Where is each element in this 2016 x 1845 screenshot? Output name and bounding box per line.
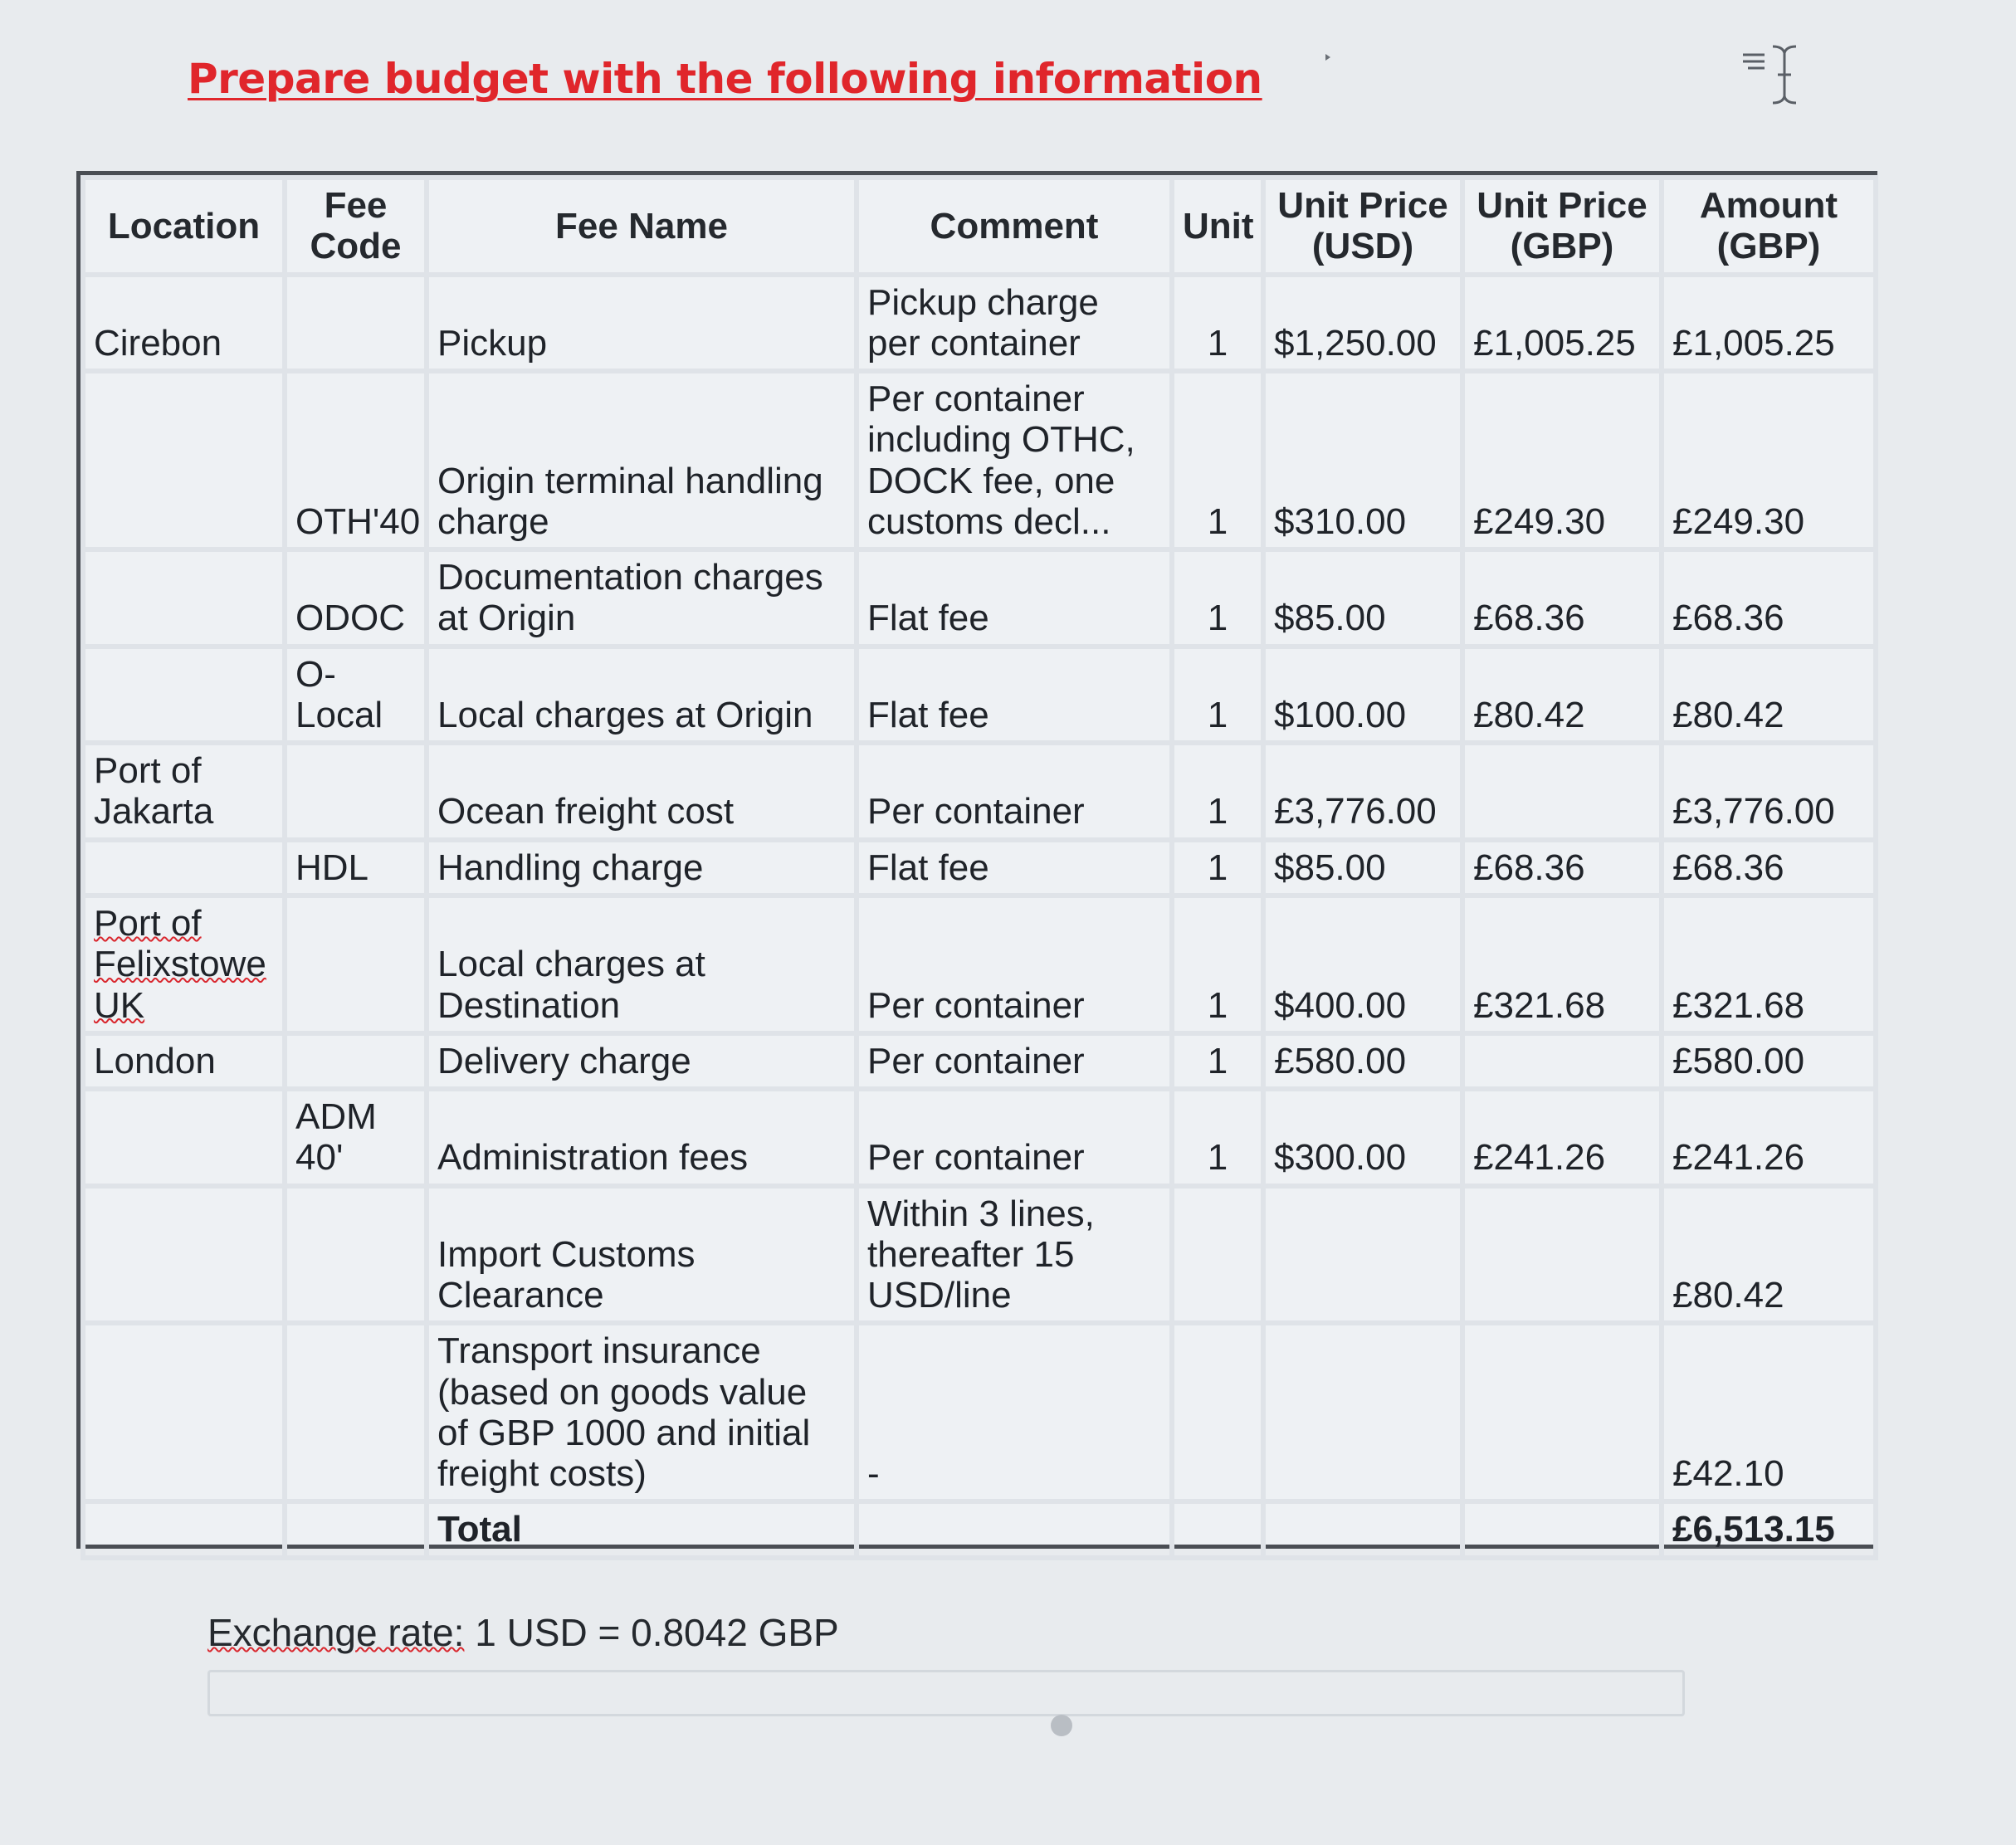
cell-unit-price-gbp: £249.30	[1462, 371, 1662, 549]
cell-location	[83, 1323, 285, 1501]
cell-fee-code: OTH'40	[285, 371, 427, 549]
header-unit: Unit	[1172, 178, 1263, 275]
cell-comment: Pickup charge per container	[857, 275, 1172, 372]
cell-location	[83, 549, 285, 647]
cell-unit-price-gbp: £68.36	[1462, 549, 1662, 647]
table-row	[83, 549, 1876, 647]
cell-comment: Flat fee	[857, 840, 1172, 896]
cell-unit-price-usd: £580.00	[1263, 1033, 1462, 1089]
cell-unit-price-usd: $1,250.00	[1263, 275, 1462, 372]
cell-unit-price-gbp	[1462, 743, 1662, 840]
cell-fee-code	[285, 896, 427, 1033]
table-row	[83, 743, 1876, 840]
cell-amount-gbp: £80.42	[1662, 647, 1876, 744]
cell-fee-code	[285, 1323, 427, 1501]
cell-fee-name: Origin terminal handling charge	[427, 371, 857, 549]
cell-amount-gbp: £68.36	[1662, 549, 1876, 647]
table-row	[83, 840, 1876, 896]
cell-location	[83, 1089, 285, 1186]
cell-location	[83, 1186, 285, 1324]
cell-fee-code	[285, 1501, 427, 1557]
cell-unit-price-usd	[1263, 1186, 1462, 1324]
cell-unit-price-usd: $310.00	[1263, 371, 1462, 549]
cell-fee-code: ODOC	[285, 549, 427, 647]
cell-comment: Per container including OTHC, DOCK fee, one customs decl...	[857, 371, 1172, 549]
dot-mark-icon	[1051, 1715, 1072, 1736]
cell-unit-price-gbp	[1462, 1186, 1662, 1324]
cell-fee-code: HDL	[285, 840, 427, 896]
cell-fee-code: ADM 40'	[285, 1089, 427, 1186]
cell-comment: Within 3 lines, thereafter 15 USD/line	[857, 1186, 1172, 1324]
header-fee-name: Fee Name	[427, 178, 857, 275]
table-row	[83, 647, 1876, 744]
cell-location	[83, 1501, 285, 1557]
cell-location: London	[83, 1033, 285, 1089]
cell-unit-price-usd: $85.00	[1263, 840, 1462, 896]
cell-amount-gbp: £3,776.00	[1662, 743, 1876, 840]
cell-fee-name-total: Total	[427, 1501, 857, 1557]
cell-comment: -	[857, 1323, 1172, 1501]
exchange-rate-note	[207, 1610, 839, 1655]
cell-fee-name: Delivery charge	[427, 1033, 857, 1089]
cell-amount-gbp: £42.10	[1662, 1323, 1876, 1501]
cell-unit-price-gbp	[1462, 1033, 1662, 1089]
table-header-row	[83, 178, 1876, 275]
cell-unit: 1	[1172, 840, 1263, 896]
cell-comment: Per container	[857, 743, 1172, 840]
cell-fee-name: Pickup	[427, 275, 857, 372]
cell-comment: Per container	[857, 1033, 1172, 1089]
cell-unit-price-usd: $300.00	[1263, 1089, 1462, 1186]
cell-unit	[1172, 1501, 1263, 1557]
header-location: Location	[83, 178, 285, 275]
exchange-rate-value: 1 USD = 0.8042 GBP	[475, 1611, 839, 1654]
cell-location: Port of Jakarta	[83, 743, 285, 840]
cell-fee-name: Documentation charges at Origin	[427, 549, 857, 647]
cell-unit: 1	[1172, 1089, 1263, 1186]
cell-unit-price-usd: $400.00	[1263, 896, 1462, 1033]
cell-fee-name: Import Customs Clearance	[427, 1186, 857, 1324]
text-cursor-icon	[1740, 41, 1806, 108]
cell-unit-price-gbp	[1462, 1501, 1662, 1557]
cell-comment: Per container	[857, 1089, 1172, 1186]
cell-unit-price-usd: $100.00	[1263, 647, 1462, 744]
cell-amount-gbp: £1,005.25	[1662, 275, 1876, 372]
table-row	[83, 275, 1876, 372]
cell-unit	[1172, 1186, 1263, 1324]
cell-amount-gbp: £68.36	[1662, 840, 1876, 896]
cell-amount-gbp: £321.68	[1662, 896, 1876, 1033]
cell-fee-code	[285, 1186, 427, 1324]
cell-amount-gbp: £80.42	[1662, 1186, 1876, 1324]
cell-fee-name: Local charges at Origin	[427, 647, 857, 744]
exchange-rate-label: Exchange rate:	[207, 1611, 465, 1654]
cell-unit: 1	[1172, 896, 1263, 1033]
cell-fee-code	[285, 743, 427, 840]
cell-fee-name: Ocean freight cost	[427, 743, 857, 840]
cell-location	[83, 371, 285, 549]
cell-unit: 1	[1172, 549, 1263, 647]
cell-fee-name: Handling charge	[427, 840, 857, 896]
page-title: Prepare budget with the following information	[188, 55, 1262, 103]
cell-unit-price-gbp: £241.26	[1462, 1089, 1662, 1186]
cell-fee-code	[285, 1033, 427, 1089]
cell-location-text: Port of Felixstowe UK	[94, 902, 266, 1026]
table-row-total	[83, 1501, 1876, 1557]
cell-unit-price-gbp: £80.42	[1462, 647, 1662, 744]
cell-amount-gbp: £249.30	[1662, 371, 1876, 549]
budget-table-container	[76, 171, 1877, 1549]
cell-fee-name: Transport insurance (based on goods value of GBP 1000 and initial freight costs)	[427, 1323, 857, 1501]
header-fee-code: Fee Code	[285, 178, 427, 275]
cell-unit-price-gbp: £68.36	[1462, 840, 1662, 896]
table-row	[83, 1089, 1876, 1186]
table-row	[83, 1033, 1876, 1089]
header-unit-price-gbp: Unit Price (GBP)	[1462, 178, 1662, 275]
cell-unit: 1	[1172, 1033, 1263, 1089]
cell-unit-price-gbp	[1462, 1323, 1662, 1501]
header-amount-gbp: Amount (GBP)	[1662, 178, 1876, 275]
cell-amount-gbp-total: £6,513.15	[1662, 1501, 1876, 1557]
cell-comment: Per container	[857, 896, 1172, 1033]
cell-amount-gbp: £241.26	[1662, 1089, 1876, 1186]
table-row	[83, 1323, 1876, 1501]
cell-location	[83, 840, 285, 896]
cell-fee-name: Local charges at Destination	[427, 896, 857, 1033]
cell-unit-price-usd	[1263, 1501, 1462, 1557]
cell-unit-price-gbp: £1,005.25	[1462, 275, 1662, 372]
cell-fee-name: Administration fees	[427, 1089, 857, 1186]
header-unit-price-usd: Unit Price (USD)	[1263, 178, 1462, 275]
cell-unit-price-gbp: £321.68	[1462, 896, 1662, 1033]
cell-location: Cirebon	[83, 275, 285, 372]
cell-unit-price-usd	[1263, 1323, 1462, 1501]
table-row	[83, 1186, 1876, 1324]
table-row	[83, 371, 1876, 549]
cell-unit-price-usd: $85.00	[1263, 549, 1462, 647]
header-comment: Comment	[857, 178, 1172, 275]
cell-unit: 1	[1172, 275, 1263, 372]
cell-fee-code	[285, 275, 427, 372]
cell-comment	[857, 1501, 1172, 1557]
cell-location	[83, 896, 285, 1033]
pointer-mark-icon	[1325, 53, 1331, 61]
cell-unit	[1172, 1323, 1263, 1501]
cell-unit: 1	[1172, 371, 1263, 549]
cell-amount-gbp: £580.00	[1662, 1033, 1876, 1089]
cell-unit: 1	[1172, 743, 1263, 840]
cell-location	[83, 647, 285, 744]
input-underline-box[interactable]	[207, 1670, 1685, 1716]
budget-table	[81, 175, 1878, 1560]
table-row	[83, 896, 1876, 1033]
cell-unit: 1	[1172, 647, 1263, 744]
cell-comment: Flat fee	[857, 549, 1172, 647]
cell-unit-price-usd: £3,776.00	[1263, 743, 1462, 840]
cell-fee-code: O-Local	[285, 647, 427, 744]
cell-comment: Flat fee	[857, 647, 1172, 744]
